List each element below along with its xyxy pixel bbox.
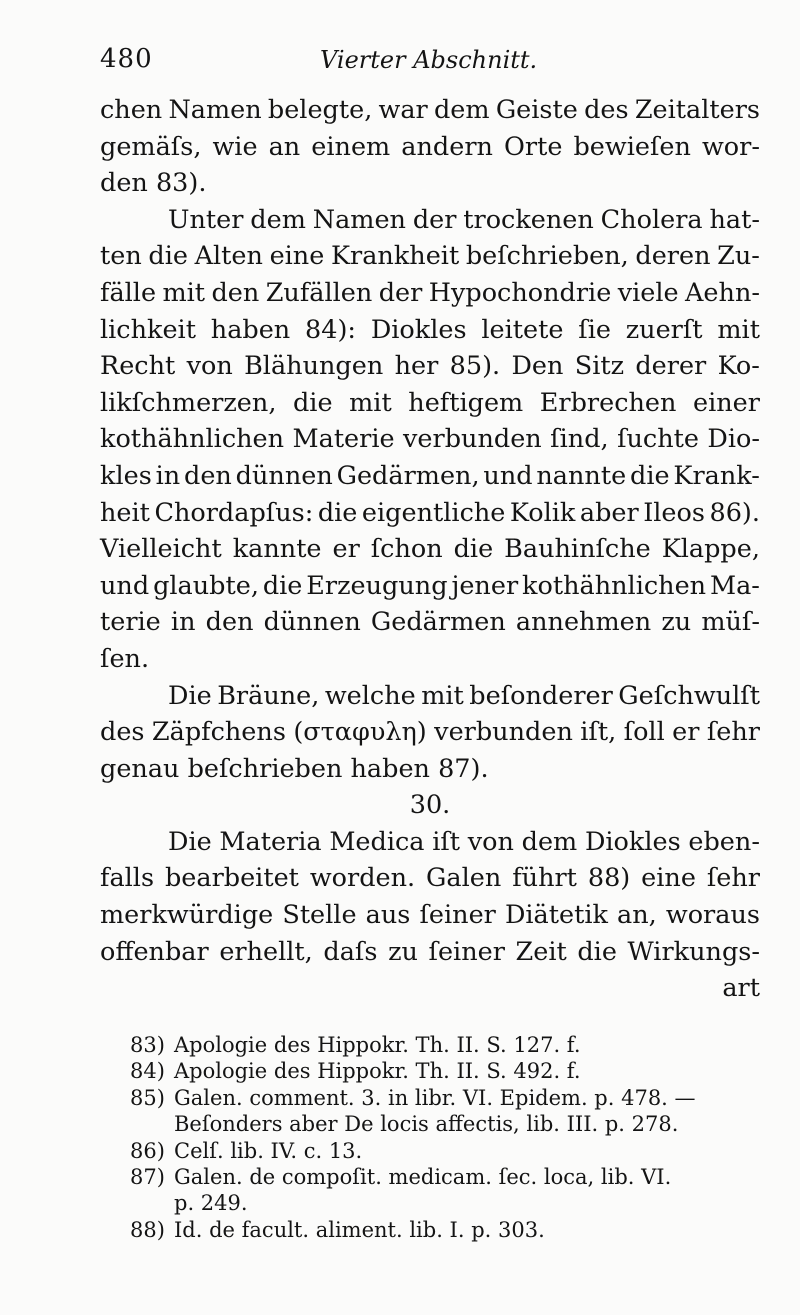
word: die (577, 936, 617, 967)
word: ten (100, 241, 142, 272)
word: Materia (219, 826, 322, 857)
word: terie (100, 607, 161, 638)
word: des (100, 717, 145, 748)
footnote (130, 1217, 770, 1243)
word: erhellt, (219, 936, 313, 967)
footnote-text: Galen. comment. 3. in libr. VI. Epidem. p. 478. — (174, 1085, 696, 1110)
footnote-text: p. 249. (174, 1191, 248, 1216)
word: lichkeit (100, 314, 196, 345)
footnote (130, 1164, 770, 1190)
word: Unter (168, 204, 244, 235)
word: Diokles (370, 314, 467, 345)
word: viele (617, 277, 679, 308)
footnote-number: 85) (130, 1085, 165, 1110)
word: her (394, 351, 439, 382)
word: Aehn- (685, 277, 760, 308)
word: nannte (536, 460, 627, 491)
word: die (262, 570, 303, 601)
footnote (130, 1032, 770, 1058)
word: Hypochondrie (428, 277, 612, 308)
word: Namen (168, 95, 262, 125)
word: Zeit (515, 936, 567, 967)
word: von (467, 826, 514, 857)
footnote-number: 86) (130, 1138, 165, 1163)
word: ſehr (706, 717, 760, 748)
text-line (100, 604, 760, 641)
word: eigentliche (361, 497, 506, 528)
word: Dio- (707, 424, 760, 455)
word: der (378, 277, 423, 308)
word: trockenen (463, 204, 594, 235)
word: woraus (665, 900, 760, 931)
text-line (100, 714, 760, 751)
word: den (205, 607, 254, 638)
word: bearbeitet (164, 863, 299, 894)
footnote-continuation (130, 1190, 770, 1216)
word: eben- (688, 826, 760, 857)
footnotes (130, 1032, 770, 1243)
text-line (100, 824, 760, 861)
text-line (100, 129, 760, 166)
word: Medica (329, 826, 425, 857)
word: iſt, (580, 717, 617, 748)
word: an (268, 131, 301, 162)
word: verbunden (434, 717, 573, 748)
word: Cholera (600, 204, 703, 235)
word: wor- (701, 131, 760, 162)
word: mit (717, 314, 760, 345)
word: Sitz (574, 351, 625, 382)
word: heftigem (408, 387, 524, 418)
text-line (100, 202, 760, 239)
word: Stelle (282, 900, 357, 931)
word: ſeiner (428, 936, 505, 967)
word: hat- (709, 204, 760, 235)
word: Gedärmen, (336, 460, 480, 491)
text-line (100, 678, 760, 715)
word: war (378, 95, 428, 125)
word: und (100, 570, 150, 601)
word: bewieſen (573, 131, 691, 162)
word: den (184, 460, 232, 491)
text-line (100, 531, 760, 568)
word: 85). (449, 351, 501, 382)
running-head: Vierter Abschnitt. (320, 46, 538, 74)
word: an, (617, 900, 657, 931)
word: iſt (432, 826, 461, 857)
word: Materie (292, 424, 395, 455)
word: Blähungen (244, 351, 384, 382)
word: Diokles (584, 826, 681, 857)
word: deren (635, 241, 711, 272)
text-line: den 83). (100, 168, 207, 199)
word: aber (579, 497, 639, 528)
word: mit (162, 277, 206, 308)
word: in (155, 460, 181, 491)
text-line (100, 92, 760, 129)
word: zuerſt (625, 314, 703, 345)
word: belegte, (267, 95, 373, 125)
page-number: 480 (100, 44, 153, 74)
word: ſuchte (617, 424, 699, 455)
footnote-number: 87) (130, 1165, 165, 1190)
word: Vielleicht (100, 534, 222, 565)
word: dünnen (235, 460, 333, 491)
word: 86). (709, 497, 760, 528)
word: Erbrechen (539, 387, 677, 418)
footnote-text: Apologie des Hippokr. Th. II. S. 492. f. (174, 1059, 581, 1084)
word: merkwürdige (100, 900, 274, 931)
word: die (317, 497, 358, 528)
word: kles (100, 460, 152, 491)
word: glaubte, (153, 570, 259, 601)
text-line (100, 385, 760, 422)
footnote-text: Beſonders aber De locis affectis, lib. III. p. 278. (174, 1112, 679, 1137)
word: ſoll (623, 717, 665, 748)
word: beſchrieben, (465, 241, 629, 272)
word: mit (349, 387, 392, 418)
word: des (584, 95, 629, 125)
word: Geſchwulſt (618, 680, 760, 711)
word: führt (512, 863, 577, 894)
word: falls (100, 863, 155, 894)
word: Namen (312, 204, 406, 235)
word: die (453, 534, 494, 565)
word: die (292, 387, 333, 418)
word: in (170, 607, 196, 638)
word: dünnen (263, 607, 361, 638)
word: Zeitalters (634, 95, 760, 125)
word: 88) (587, 863, 631, 894)
word: Erzeugung (306, 570, 448, 601)
word: eine (641, 863, 696, 894)
word: fälle (100, 277, 157, 308)
word: dem (433, 95, 490, 125)
page-header (100, 40, 780, 80)
word: Krank- (673, 460, 760, 491)
main-text (100, 92, 760, 1007)
word: Zufällen (265, 277, 373, 308)
word: Galen (426, 863, 502, 894)
text-line (100, 568, 760, 605)
word: mit (421, 680, 464, 711)
text-line: genau beſchrieben haben 87). (100, 753, 489, 784)
section-number: 30. (409, 790, 451, 821)
word: jener (451, 570, 519, 601)
word: der (412, 204, 457, 235)
word: die (630, 460, 670, 491)
word: ſchon (370, 534, 443, 565)
word: Krankheit (330, 241, 460, 272)
footnote-continuation (130, 1111, 770, 1137)
footnote-text: Id. de facult. aliment. lib. I. p. 303. (174, 1217, 545, 1242)
footnote (130, 1138, 770, 1164)
word: likſchmerzen, (100, 387, 277, 418)
word: wie (212, 131, 258, 162)
word: welche (324, 680, 416, 711)
word: ſie (578, 314, 611, 345)
word: worden. (309, 863, 416, 894)
word: aus (365, 900, 411, 931)
catchword: art (722, 973, 760, 1004)
footnote-number: 83) (130, 1033, 165, 1057)
word: offenbar (100, 936, 209, 967)
word: Diätetik (504, 900, 608, 931)
text-line (100, 897, 760, 934)
word: Die (168, 826, 212, 857)
word: Ileos (643, 497, 705, 528)
word: Zäpfchens (151, 717, 286, 748)
word: und (483, 460, 533, 491)
word: Wirkungs- (627, 936, 760, 967)
word: ſind, (550, 424, 609, 455)
word: zu (661, 607, 692, 638)
word: Chordapſus: (154, 497, 314, 528)
footnote-number: 88) (130, 1217, 165, 1242)
text-line: ſen. (100, 643, 150, 674)
word: Ko- (717, 351, 760, 382)
word: derer (635, 351, 707, 382)
word: Geiste (495, 95, 578, 125)
word: Bauhinſche (504, 534, 651, 565)
word: beſonderer (469, 680, 613, 711)
word: zu (388, 936, 418, 967)
word: von (186, 351, 233, 382)
text-line (100, 495, 760, 532)
word: die (148, 241, 188, 272)
word: einer (693, 387, 760, 418)
text-line (100, 312, 760, 349)
word: ſehr (706, 863, 760, 894)
text-line (100, 238, 760, 275)
word: Ma- (709, 570, 760, 601)
word: 84): (305, 314, 357, 345)
footnote (130, 1085, 770, 1111)
word: Zu- (717, 241, 760, 272)
word: Gedärmen (370, 607, 506, 638)
word: er (332, 534, 360, 565)
word: Klappe, (661, 534, 760, 565)
text-line (100, 348, 760, 385)
word: kothähnlichen (100, 424, 285, 455)
word: kannte (232, 534, 322, 565)
word: leitete (481, 314, 564, 345)
word: dem (250, 204, 306, 235)
footnote-text: Celſ. lib. IV. c. 13. (174, 1138, 363, 1163)
word: er (672, 717, 700, 748)
text-line (100, 934, 760, 971)
text-line (100, 860, 760, 897)
word: eine (269, 241, 325, 272)
word: Recht (100, 351, 176, 382)
word: haben (210, 314, 291, 345)
word: verbunden (403, 424, 542, 455)
text-line (100, 275, 760, 312)
word: andern (401, 131, 493, 162)
footnote (130, 1058, 770, 1084)
word: Die (168, 680, 212, 711)
footnote-number: 84) (130, 1059, 165, 1084)
word: Bräune, (217, 680, 320, 711)
word: (σταφυλη) (293, 717, 427, 748)
word: chen (100, 95, 163, 125)
word: Den (511, 351, 564, 382)
word: Kolik (509, 497, 576, 528)
word: heit (100, 497, 150, 528)
word: Alten (194, 241, 263, 272)
word: einem (311, 131, 391, 162)
word: dem (521, 826, 578, 857)
text-line (100, 458, 760, 495)
word: den (211, 277, 260, 308)
word: daſs (323, 936, 378, 967)
text-line (100, 421, 760, 458)
word: annehmen (515, 607, 652, 638)
footnote-text: Galen. de compoſit. medicam. ſec. loca, lib. VI. (174, 1165, 672, 1190)
word: müſ- (701, 607, 760, 638)
word: kothähnlichen (522, 570, 707, 601)
word: gemäſs, (100, 131, 202, 162)
word: ſeiner (419, 900, 496, 931)
word: Orte (504, 131, 563, 162)
footnote-text: Apologie des Hippokr. Th. II. S. 127. f. (174, 1033, 581, 1057)
